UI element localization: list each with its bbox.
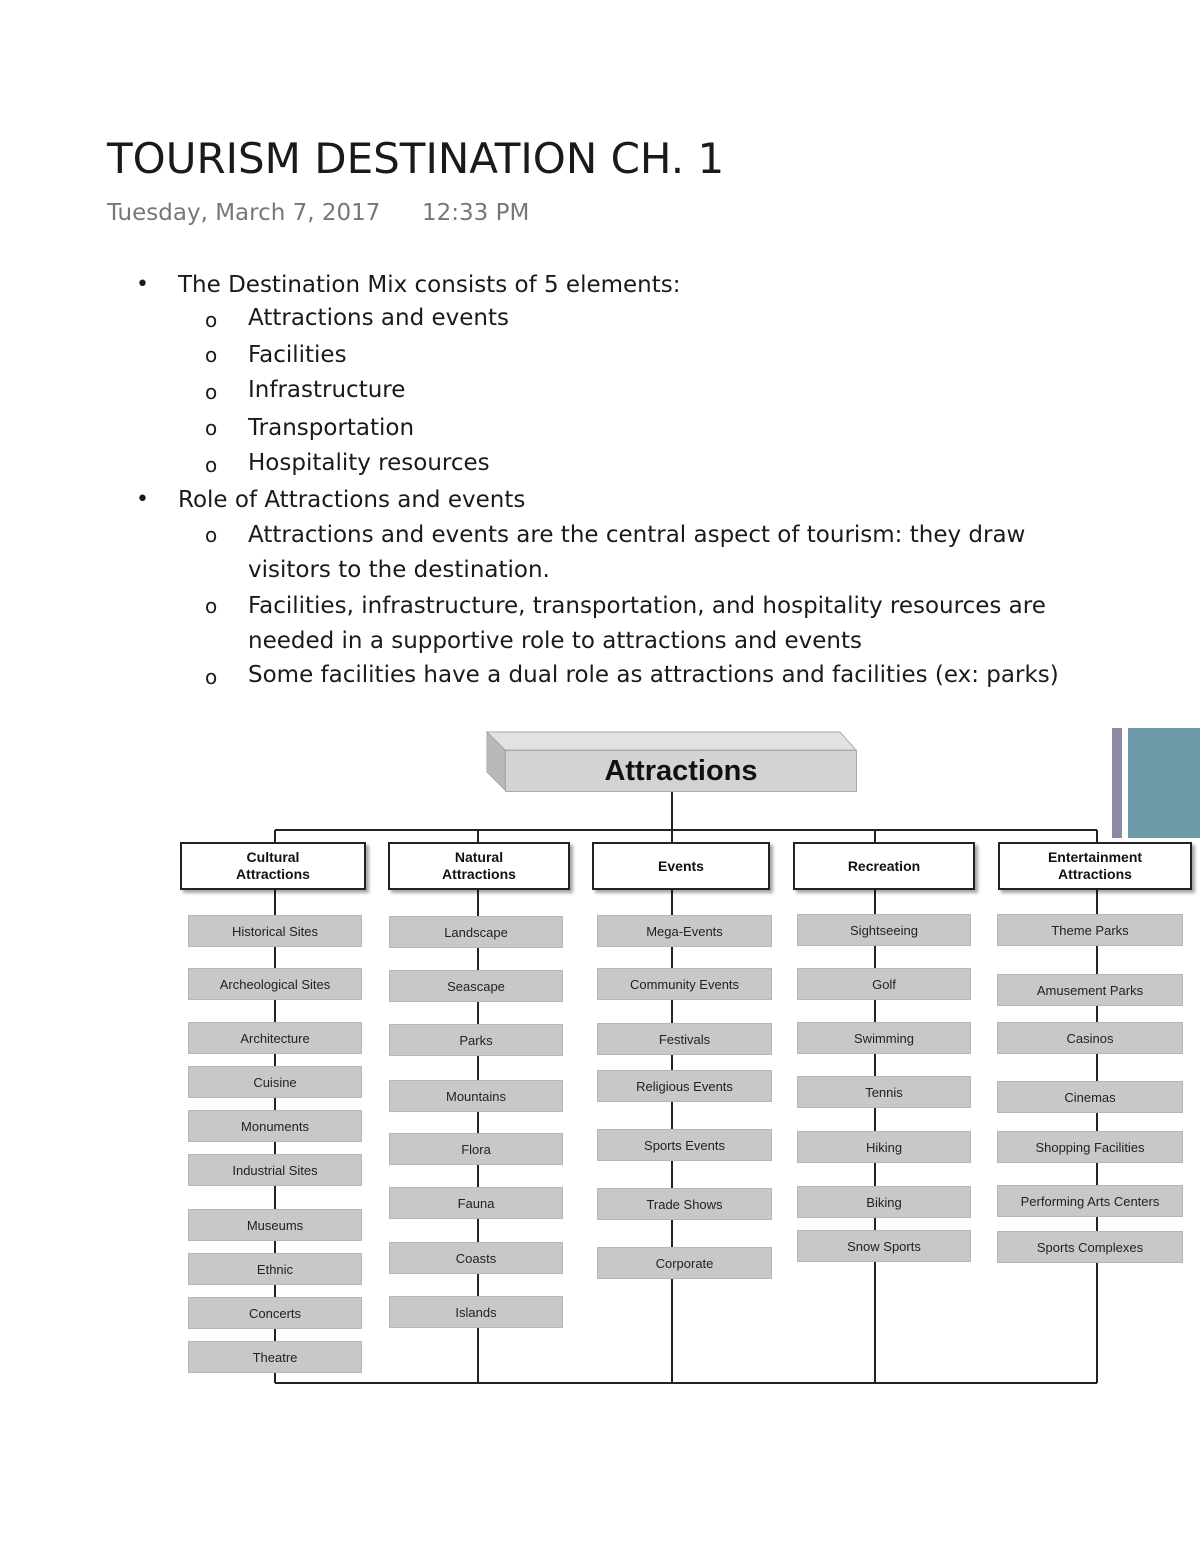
page-title: TOURISM DESTINATION CH. 1: [107, 134, 725, 183]
category-label-line: Entertainment: [1047, 849, 1143, 865]
diagram-item: Community Events: [597, 968, 772, 1000]
diagram-item: Corporate: [597, 1247, 772, 1279]
category-label-line: Attractions: [236, 866, 310, 882]
diagram-item: Casinos: [997, 1022, 1183, 1054]
sub-bullet-text: Transportation: [248, 415, 415, 441]
category-label: [236, 849, 310, 883]
diagram-item: Islands: [389, 1296, 563, 1328]
category-label-line: Attractions: [1058, 866, 1132, 882]
diagram-item: Snow Sports: [797, 1230, 971, 1262]
diagram-item: Parks: [389, 1024, 563, 1056]
diagram-item: Theatre: [188, 1341, 362, 1373]
sub-bullet: o: [205, 453, 218, 477]
sub-bullet-text: Facilities: [248, 342, 347, 368]
sub-bullet-text: needed in a supportive role to attractions and events: [248, 628, 863, 654]
root-box-side-face: [487, 732, 505, 790]
diagram-item: Sports Events: [597, 1129, 772, 1161]
category-label-line: Attractions: [442, 866, 516, 882]
category-label: [658, 858, 704, 875]
category-node: [998, 842, 1192, 890]
category-node: [388, 842, 570, 890]
diagram-item: Theme Parks: [997, 914, 1183, 946]
diagram-item: Flora: [389, 1133, 563, 1165]
category-node: [180, 842, 366, 890]
slide-accent-block: [1128, 728, 1200, 838]
diagram-item: Amusement Parks: [997, 974, 1183, 1006]
sub-bullet: o: [205, 343, 218, 367]
diagram-item: Historical Sites: [188, 915, 362, 947]
diagram-item: Industrial Sites: [188, 1154, 362, 1186]
sub-bullet: o: [205, 308, 218, 332]
category-label: [442, 849, 516, 883]
sub-bullet-text: Attractions and events: [248, 305, 509, 331]
note-date: Tuesday, March 7, 2017: [107, 200, 381, 226]
diagram-item: Landscape: [389, 916, 563, 948]
sub-bullet-text: Hospitality resources: [248, 450, 490, 476]
bullet-text: Role of Attractions and events: [178, 487, 526, 513]
diagram-item: Concerts: [188, 1297, 362, 1329]
sub-bullet: o: [205, 523, 218, 547]
slide-accent-bar: [1112, 728, 1122, 838]
sub-bullet-text: Some facilities have a dual role as attractions and facilities (ex: parks): [248, 662, 1059, 688]
bullet-text: The Destination Mix consists of 5 elements:: [178, 272, 681, 298]
diagram-item: Ethnic: [188, 1253, 362, 1285]
category-label-line: Events: [658, 857, 704, 874]
diagram-item: Swimming: [797, 1022, 971, 1054]
diagram-item: Archeological Sites: [188, 968, 362, 1000]
bullet-dot: •: [136, 487, 149, 512]
diagram-item: Museums: [188, 1209, 362, 1241]
category-label: [848, 858, 920, 875]
diagram-item: Coasts: [389, 1242, 563, 1274]
diagram-item: Biking: [797, 1186, 971, 1218]
sub-bullet-text: Facilities, infrastructure, transportation, and hospitality resources are: [248, 593, 1046, 619]
category-label: [1048, 849, 1142, 883]
category-label-line: Cultural: [246, 849, 300, 865]
diagram-item: Monuments: [188, 1110, 362, 1142]
diagram-item: Religious Events: [597, 1070, 772, 1102]
diagram-item: Mega-Events: [597, 915, 772, 947]
sub-bullet: o: [205, 416, 218, 440]
category-label-line: Recreation: [847, 857, 921, 874]
diagram-item: Cuisine: [188, 1066, 362, 1098]
diagram-item: Trade Shows: [597, 1188, 772, 1220]
sub-bullet-text: Attractions and events are the central aspect of tourism: they draw: [248, 522, 1026, 548]
diagram-item: Performing Arts Centers: [997, 1185, 1183, 1217]
category-node: [793, 842, 975, 890]
diagram-item: Sports Complexes: [997, 1231, 1183, 1263]
diagram-item: Mountains: [389, 1080, 563, 1112]
note-time: 12:33 PM: [422, 200, 530, 226]
category-label-line: Natural: [454, 849, 504, 865]
diagram-item: Fauna: [389, 1187, 563, 1219]
diagram-item: Cinemas: [997, 1081, 1183, 1113]
category-node: [592, 842, 770, 890]
diagram-item: Golf: [797, 968, 971, 1000]
diagram-item: Sightseeing: [797, 914, 971, 946]
sub-bullet: o: [205, 594, 218, 618]
diagram-item: Seascape: [389, 970, 563, 1002]
sub-bullet-text: visitors to the destination.: [248, 557, 550, 583]
bullet-dot: •: [136, 272, 149, 297]
diagram-item: Architecture: [188, 1022, 362, 1054]
root-box-top-face: [487, 732, 856, 750]
root-node-attractions: Attractions: [505, 750, 857, 792]
sub-bullet: o: [205, 665, 218, 689]
diagram-item: Hiking: [797, 1131, 971, 1163]
diagram-item: Tennis: [797, 1076, 971, 1108]
diagram-item: Shopping Facilities: [997, 1131, 1183, 1163]
sub-bullet: o: [205, 380, 218, 404]
sub-bullet-text: Infrastructure: [248, 377, 406, 403]
diagram-item: Festivals: [597, 1023, 772, 1055]
